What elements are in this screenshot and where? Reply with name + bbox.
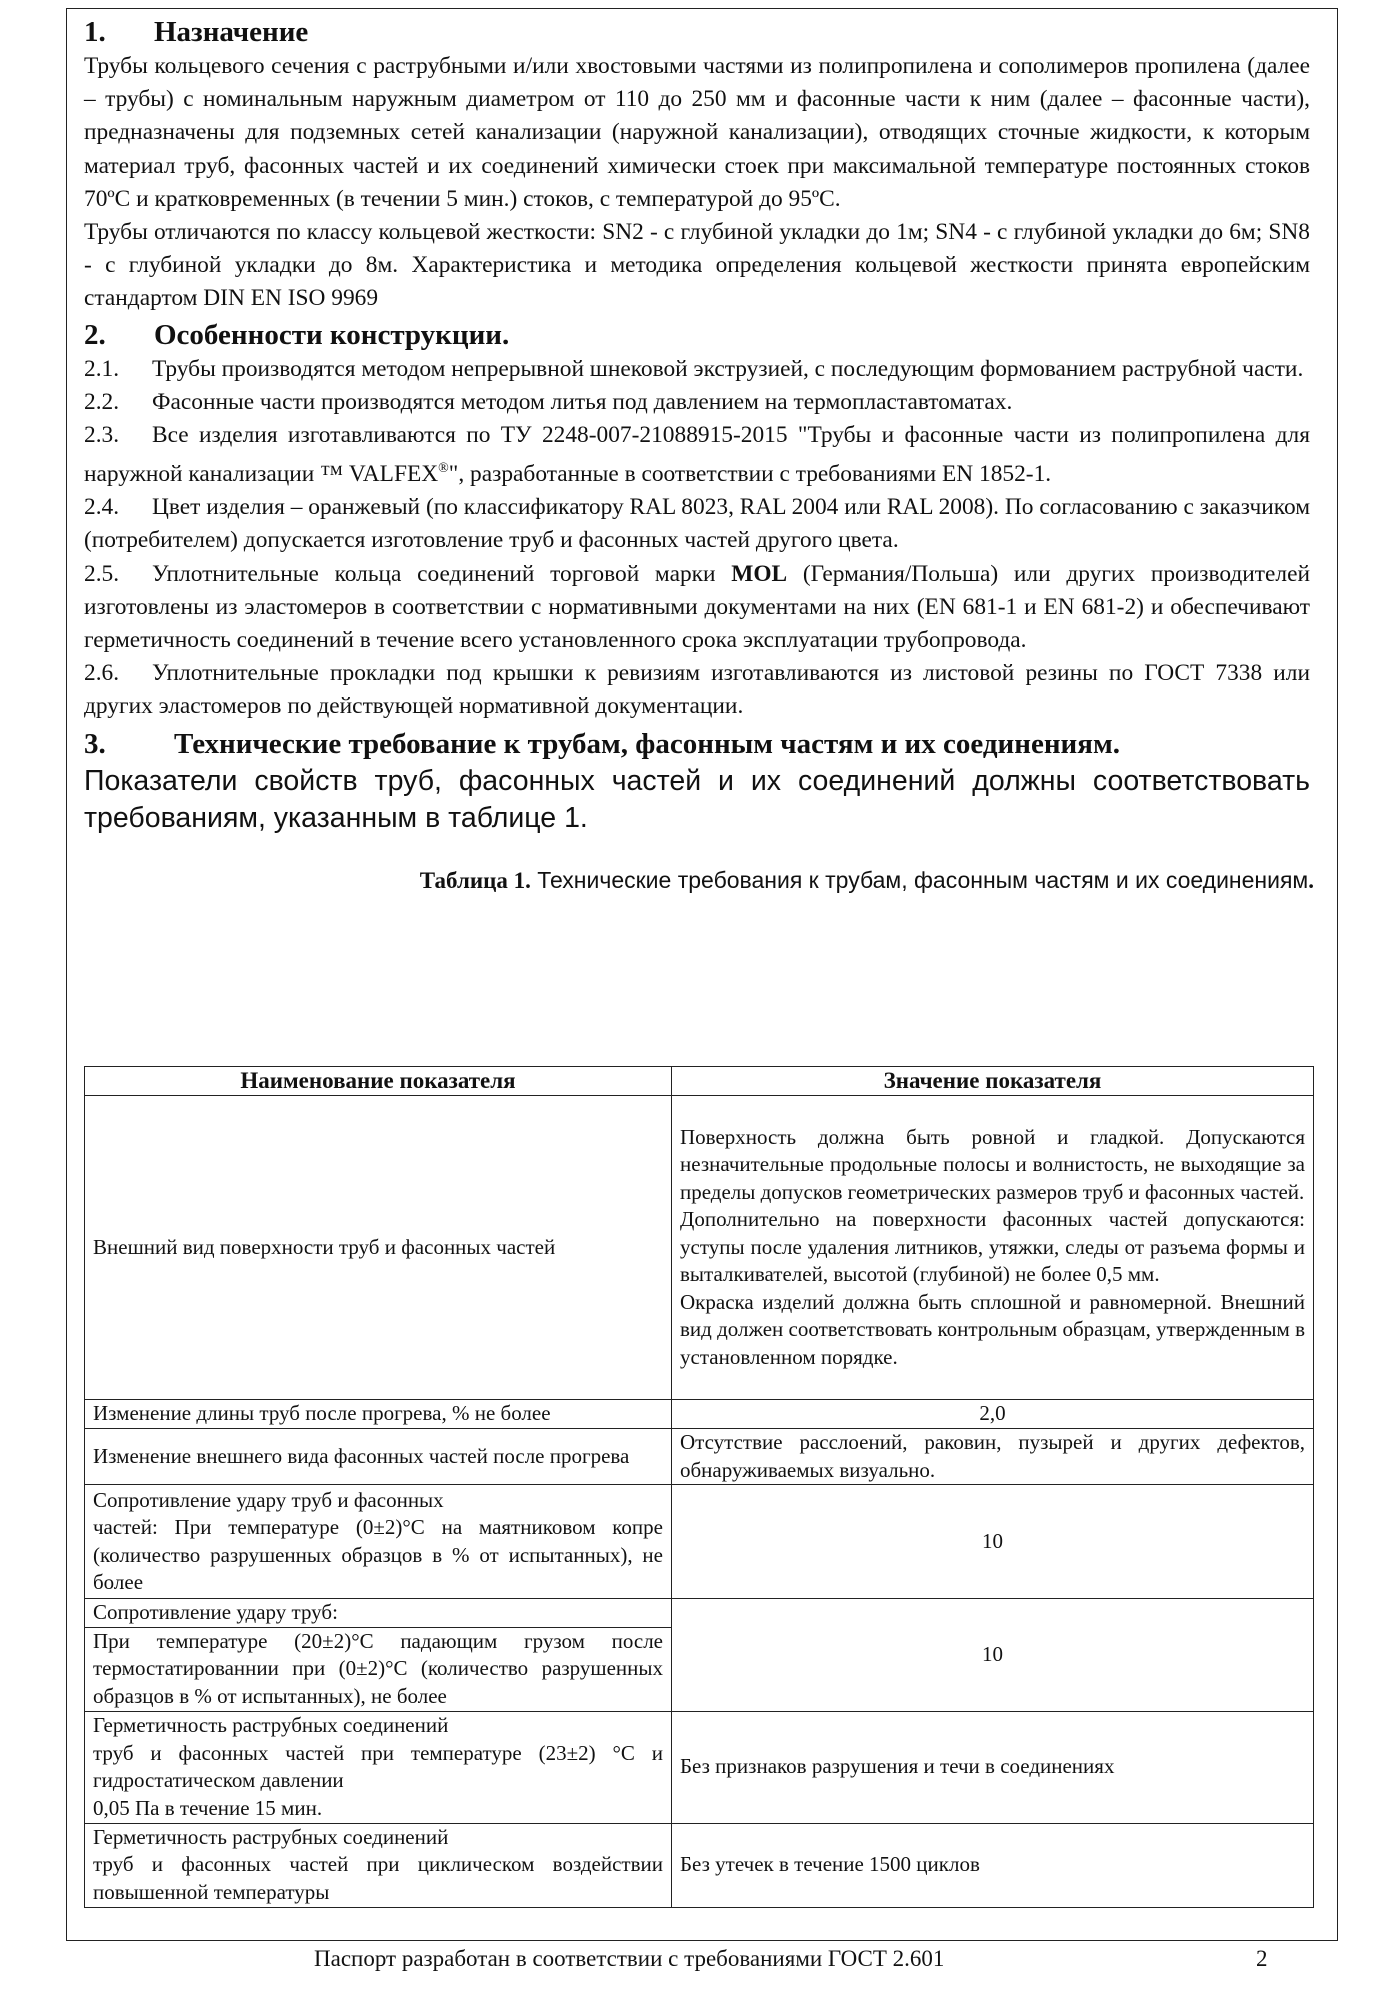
row-value: Поверхность должна быть ровной и гладкой. Допускаются незначительные продольные полосы и волнистость, не выходящие за пределы допусков геометрических размеров труб и фасонных частей. Дополнительно на поверхности фасонных частей допускаются: уступы после удаления литников, утяжки, следы от разъема формы и выталкивателей, высотой (глубиной) не более 0,5 мм. Окраска изделий должна быть сплошной и равномерной. Внешний вид должен соответствовать контрольным образцам, утвержденным в установленном порядке. [672,1096,1314,1400]
row-name: Изменение длины труб после прогрева, % не более [85,1400,672,1429]
table-row [85,1485,1314,1599]
table-row [85,1823,1314,1907]
row-value: 10 [672,1599,1314,1712]
item-2-5: 2.5. Уплотнительные кольца соединений торговой марки MOL (Германия/Польша) или других производителей изготовлены из эластомеров в соответствии с нормативными документами на них (EN 681-1 и EN 681-2) и обеспечивают герметичность соединений в течение всего установленного срока эксплуатации трубопровода. [84,560,1310,654]
row-name: Сопротивление удару труб: [85,1599,672,1628]
column-header-value: Значение показателя [672,1067,1314,1096]
table-row [85,1429,1314,1485]
table-row [85,1599,1314,1628]
row-value: Без признаков разрушения и течи в соединениях [672,1711,1314,1823]
row-value: 10 [672,1485,1314,1599]
item-2-1: 2.1. Трубы производятся методом непрерывной шнековой экструзией, с последующим формованием раструбной части. [84,355,1304,382]
item-2-2: 2.2. Фасонные части производятся методом литья под давлением на термопластавтоматах. [84,388,1013,415]
section-2-heading: 2. Особенности конструкции. [84,318,510,351]
row-name: Герметичность раструбных соединений труб и фасонных частей при циклическом воздействии повышенной температуры [85,1823,672,1907]
registered-mark: ® [438,461,449,477]
requirements-table [84,1066,1314,1908]
section-1-paragraph-2: Трубы отличаются по классу кольцевой жесткости: SN2 - с глубиной укладки до 1м; SN4 - с глубиной укладки до 6м; SN8 - с глубиной укладки до 8м. Характеристика и методика определения кольцевой жесткости принята европейским стандартом DIN EN ISO 9969 [84,219,1310,312]
column-header-name: Наименование показателя [85,1067,672,1096]
row-name: При температуре (20±2)°С падающим грузом после термостатированнии при (0±2)°С (количество разрушенных образцов в % от испытанных), не более [85,1627,672,1711]
table-header-row [85,1067,1314,1096]
footer-text: Паспорт разработан в соответствии с требованиями ГОСТ 2.601 [314,1946,945,1971]
section-3-intro: Показатели свойств труб, фасонных частей и их соединений должны соответствовать требованиям, указанным в таблице 1. [84,764,1310,834]
section-3-heading: 3. Технические требование к трубам, фасонным частям и их соединениям. [84,727,1120,760]
row-value: Без утечек в течение 1500 циклов [672,1823,1314,1907]
row-value: 2,0 [672,1400,1314,1429]
page-number: 2 [1256,1946,1268,1971]
table-caption: Таблица 1. Технические требования к трубам, фасонным частям и их соединениям. [419,866,1314,893]
table-row [85,1400,1314,1429]
document-body [84,14,1314,896]
row-value: Отсутствие расслоений, раковин, пузырей и других дефектов, обнаруживаемых визуально. [672,1429,1314,1485]
item-2-3: 2.3. Все изделия изготавливаются по ТУ 2248-007-21088915-2015 "Трубы и фасонные части из полипропилена для наружной канализации ™ VALFEX®", разработанные в соответствии с требованиями EN 1852-1. [84,422,1310,488]
table-row [85,1711,1314,1823]
item-2-6: 2.6. Уплотнительные прокладки под крышки к ревизиям изготавливаются из листовой резины по ГОСТ 7338 или других эластомеров по действующей нормативной документации. [84,660,1310,720]
row-name: Внешний вид поверхности труб и фасонных частей [85,1096,672,1400]
section-1-paragraph-1: Трубы кольцевого сечения с раструбными и/или хвостовыми частями из полипропилена и сополимеров пропилена (далее – трубы) с номинальным наружным диаметром от 110 до 250 мм и фасонные части к ним (далее – фасонные части), предназначены для подземных сетей канализации (наружной канализации), отводящих сточные жидкости, к которым материал труб, фасонных частей и их соединений химически стоек при максимальной температуре постоянных стоков 70ºС и кратковременных (в течении 5 мин.) стоков, с температурой до 95ºС. [84,53,1310,212]
table-row [85,1096,1314,1400]
row-name: Сопротивление удару труб и фасонных частей: При температуре (0±2)°С на маятниковом копре (количество разрушенных образцов в % от испытанных), не более [85,1485,672,1599]
row-name: Герметичность раструбных соединений труб и фасонных частей при температуре (23±2) °С и гидростатическом давлении 0,05 Па в течение 15 мин. [85,1711,672,1823]
item-2-4: 2.4. Цвет изделия – оранжевый (по классификатору RAL 8023, RAL 2004 или RAL 2008). По согласованию с заказчиком (потребителем) допускается изготовление труб и фасонных частей другого цвета. [84,494,1310,554]
row-name: Изменение внешнего вида фасонных частей после прогрева [85,1429,672,1485]
section-1-heading: 1. Назначение [84,16,309,48]
